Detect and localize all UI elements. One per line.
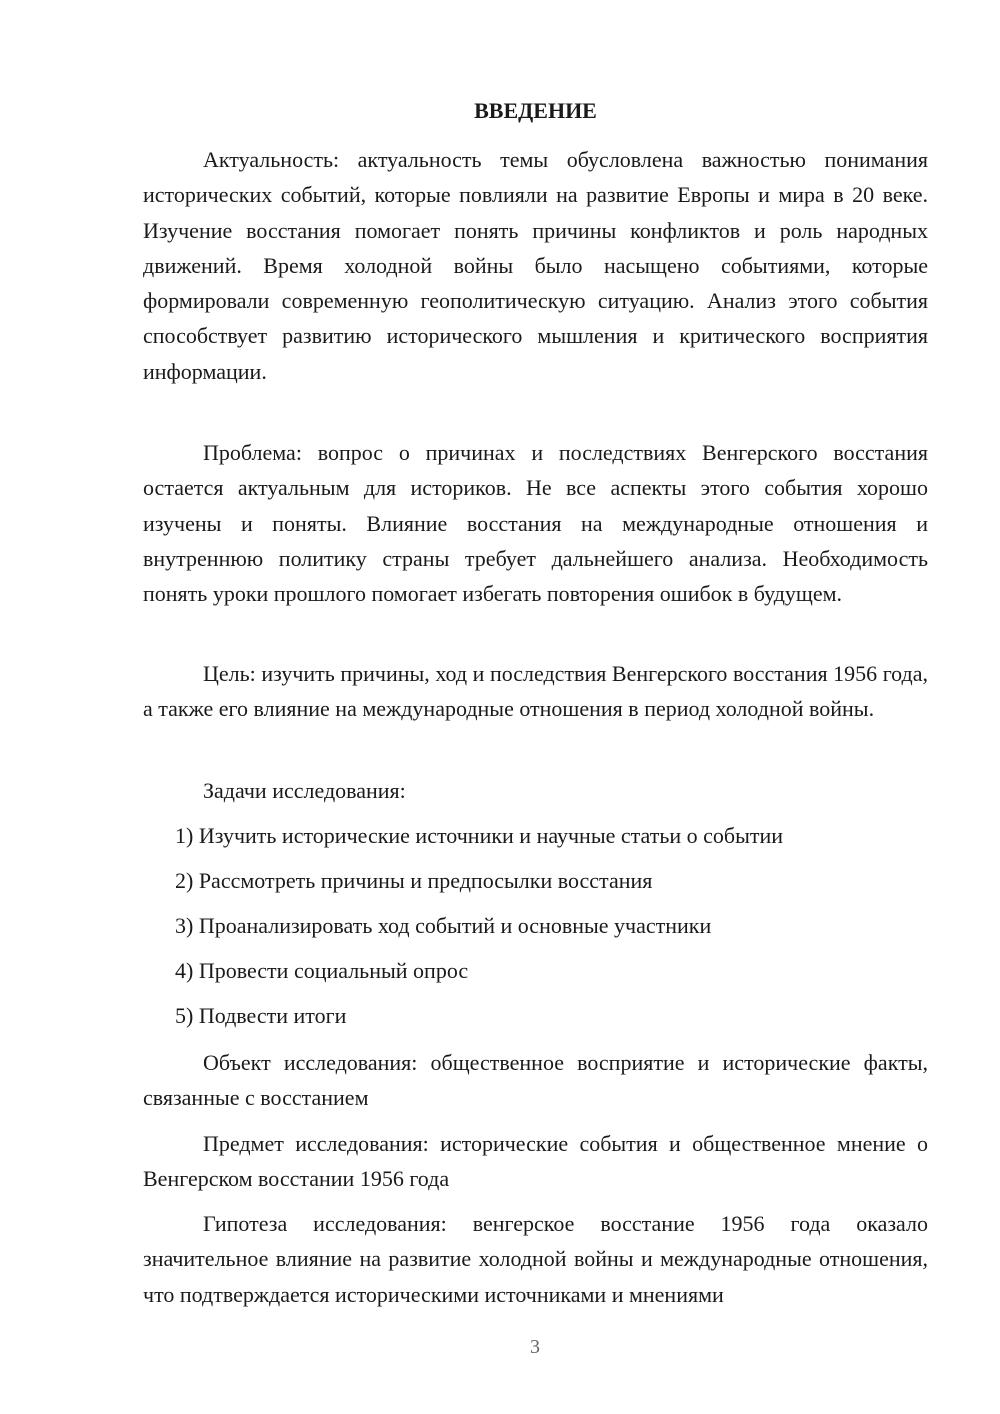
paragraph-problem: Проблема: вопрос о причинах и последствиях Венгерского восстания остается актуальным для историков. Не все аспекты этого события хорошо изучены и поняты. Влияние восстания на международные отношения и внутреннюю политику страны требует дальнейшего анализа. Необходимость понять уроки прошлого помогает избегать повторения ошибок в будущем. [143,440,928,607]
list-item: 2) Рассмотреть причины и предпосылки восстания [175,868,653,893]
paragraph-subject: Предмет исследования: исторические события и общественное мнение о Венгерском восстании 1956 года [143,1131,928,1192]
paragraph-tasks-heading: Задачи исследования: [203,778,406,803]
list-item: 3) Проанализировать ход событий и основные участники [175,913,712,938]
section-title: ВВЕДЕНИЕ [474,98,597,123]
paragraph-hypothesis: Гипотеза исследования: венгерское восстание 1956 года оказало значительное влияние на развитие холодной войны и международные отношения, что подтверждается историческими источниками и мнениями [143,1211,928,1307]
paragraph-object: Объект исследования: общественное восприятие и исторические факты, связанные с восстанием [143,1050,928,1111]
paragraph-goal: Цель: изучить причины, ход и последствия Венгерского восстания 1956 года, а также его влияние на международные отношения в период холодной войны. [143,661,928,722]
list-item: 4) Провести социальный опрос [175,958,469,983]
paragraph-relevance: Актуальность: актуальность темы обусловлена важностью понимания исторических событий, которые повлияли на развитие Европы и мира в 20 веке. Изучение восстания помогает понять причины конфликтов и роль народных движений. Время холодной войны было насыщено событиями, которые формировали современную геополитическую ситуацию. Анализ этого события способствует развитию исторического мышления и критического восприятия информации. [143,147,928,384]
list-item: 5) Подвести итоги [175,1003,347,1028]
list-item: 1) Изучить исторические источники и научные статьи о событии [175,823,784,848]
page-number: 3 [530,1336,540,1358]
